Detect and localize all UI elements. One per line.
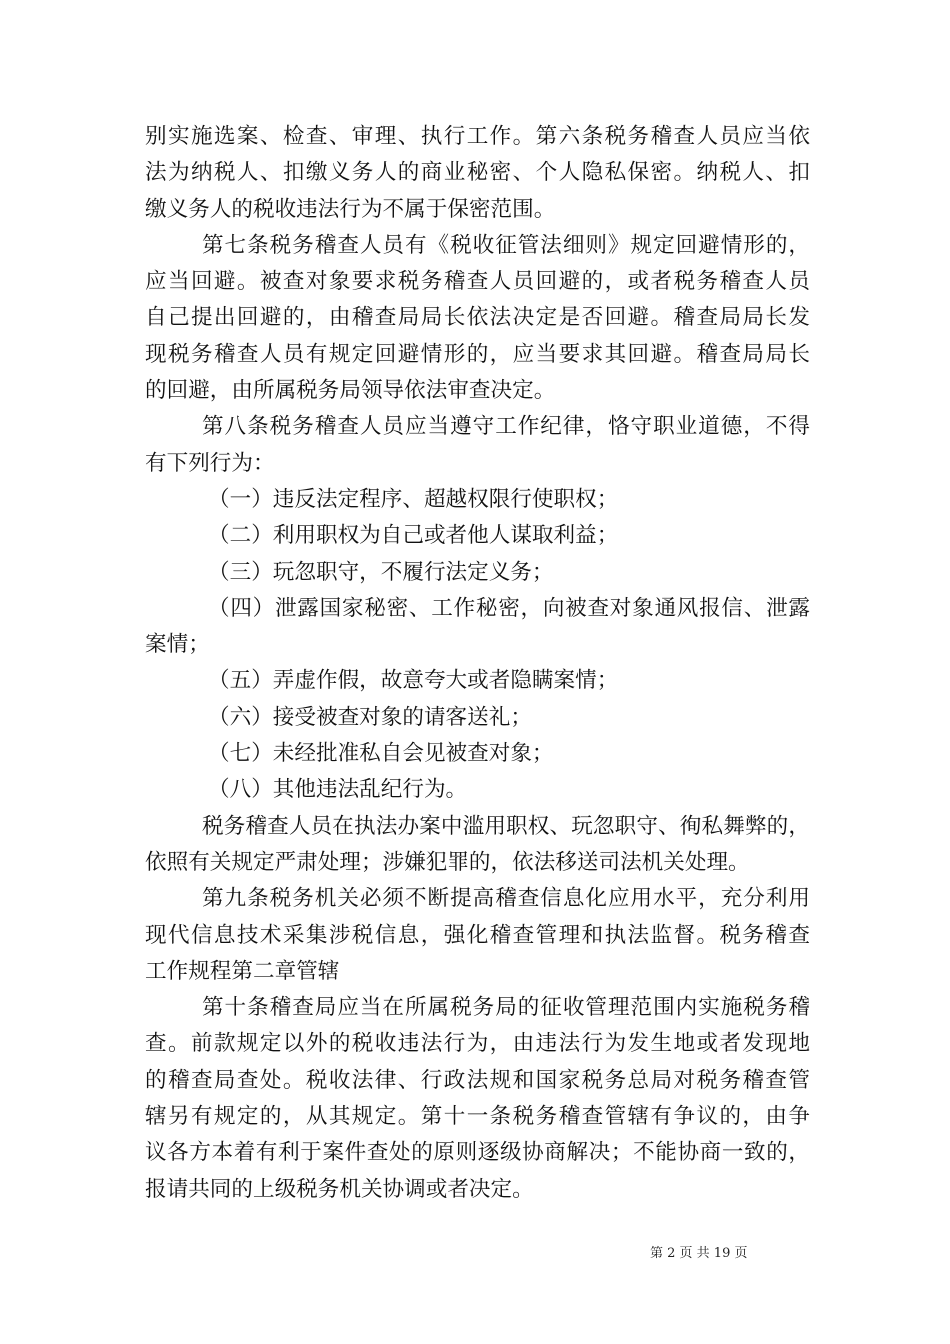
page-number-footer: 第 2 页 共 19 页 (650, 1246, 748, 1261)
document-text-line: 依照有关规定严肃处理；涉嫌犯罪的，依法移送司法机关处理。 (145, 849, 750, 875)
document-text-line: 工作规程第二章管辖 (145, 958, 340, 984)
document-text-line: 缴义务人的税收违法行为不属于保密范围。 (145, 196, 556, 222)
document-text-line: 的稽查局查处。税收法律、行政法规和国家税务总局对税务稽查管 (145, 1067, 810, 1093)
document-text-line: 法为纳税人、扣缴义务人的商业秘密、个人隐私保密。纳税人、扣 (145, 160, 810, 186)
document-text-line: 案情； (145, 632, 210, 658)
document-text-line: 自己提出回避的，由稽查局局长依法决定是否回避。稽查局局长发 (145, 305, 810, 331)
document-text-line: 议各方本着有利于案件查处的原则逐级协商解决；不能协商一致的， (145, 1140, 810, 1166)
document-text-line: 别实施选案、检查、审理、执行工作。第六条税务稽查人员应当依 (145, 124, 810, 149)
document-text-line: （七）未经批准私自会见被查对象； (208, 741, 554, 767)
document-text-line: 第八条税务稽查人员应当遵守工作纪律，恪守职业道德，不得 (202, 414, 810, 440)
document-text-line: （四）泄露国家秘密、工作秘密，向被查对象通风报信、泄露 (208, 595, 810, 621)
document-text-line: 第七条税务稽查人员有《税收征管法细则》规定回避情形的， (202, 232, 810, 258)
document-text-line: （八）其他违法乱纪行为。 (208, 777, 468, 803)
document-body (145, 119, 810, 1208)
document-text-line: 现税务稽查人员有规定回避情形的，应当要求其回避。稽查局局长 (145, 341, 810, 367)
document-text-line: 有下列行为： (145, 450, 275, 476)
document-text-line: 查。前款规定以外的税收违法行为，由违法行为发生地或者发现地 (145, 1031, 810, 1057)
document-text-line: （五）弄虚作假，故意夸大或者隐瞒案情； (208, 668, 619, 694)
document-text-line: 税务稽查人员在执法办案中滥用职权、玩忽职守、徇私舞弊的， (202, 813, 810, 839)
document-text-line: 第九条税务机关必须不断提高稽查信息化应用水平，充分利用 (202, 886, 810, 912)
document-text-line: （二）利用职权为自己或者他人谋取利益； (208, 523, 619, 549)
document-text-line: （一）违反法定程序、超越权限行使职权； (208, 486, 619, 512)
document-text-line: 报请共同的上级税务机关协调或者决定。 (145, 1176, 534, 1202)
document-text-line: （三）玩忽职守，不履行法定义务； (208, 559, 554, 585)
document-text-line: 辖另有规定的，从其规定。第十一条税务稽查管辖有争议的，由争 (145, 1104, 810, 1130)
document-text-line: 现代信息技术采集涉税信息，强化稽查管理和执法监督。税务稽查 (145, 922, 810, 948)
document-text-line: 的回避，由所属税务局领导依法审查决定。 (145, 378, 556, 404)
document-text-line: 第十条稽查局应当在所属税务局的征收管理范围内实施税务稽 (202, 995, 810, 1021)
document-text-line: 应当回避。被查对象要求税务稽查人员回避的，或者税务稽查人员 (145, 269, 810, 295)
document-text-line: （六）接受被查对象的请客送礼； (208, 704, 532, 730)
